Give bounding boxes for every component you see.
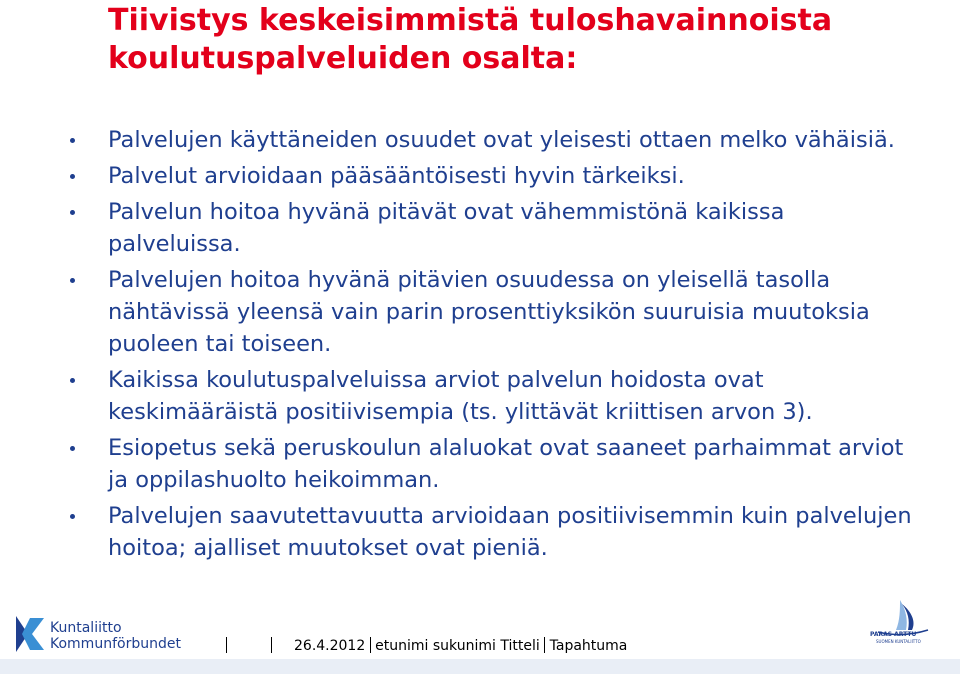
logo-line-2: Kommunförbundet [50, 636, 181, 652]
footer-author: etunimi sukunimi Titteli [375, 638, 540, 654]
bullet-text: Palvelut arvioidaan pääsääntöisesti hyvin tärkeiksi. [108, 163, 685, 189]
bullet-item [70, 124, 920, 156]
bullet-text: Palvelujen hoitoa hyvänä pitävien osuudessa on yleisellä tasolla nähtävissä yleensä vain parin prosenttiyksikön suuruisia muutoksia puoleen tai toiseen. [108, 267, 870, 357]
bullet-text: Palvelujen saavutettavuutta arvioidaan positiivisemmin kuin palvelujen hoitoa; ajalliset muutokset ovat pieniä. [108, 503, 912, 561]
bullet-item [70, 196, 920, 260]
footer [226, 637, 627, 654]
bullet-dot-icon [70, 514, 75, 519]
footer-date: 26.4.2012 [294, 638, 366, 654]
slide-title: Tiivistys keskeisimmistä tuloshavainnoista koulutuspalveluiden osalta: [108, 3, 833, 76]
bullet-text: Kaikissa koulutuspalveluissa arviot palvelun hoidosta ovat keskimääräistä positiivisempia (ts. ylittävät kriittisen arvon 3). [108, 367, 813, 425]
footer-separator [226, 637, 227, 653]
kuntaliitto-logo-icon [14, 614, 48, 654]
bullet-dot-icon [70, 278, 75, 283]
bullet-dot-icon [70, 210, 75, 215]
bullet-dot-icon [70, 138, 75, 143]
bullet-text: Palvelun hoitoa hyvänä pitävät ovat vähemmistönä kaikissa palveluissa. [108, 199, 785, 257]
footer-event: Tapahtuma [549, 638, 628, 654]
bullet-dot-icon [70, 174, 75, 179]
bullet-list [70, 124, 920, 568]
footer-band [0, 659, 960, 674]
bullet-item [70, 432, 920, 496]
bullet-item [70, 364, 920, 428]
logo-line-1: Kuntaliitto [50, 620, 122, 636]
bullet-dot-icon [70, 446, 75, 451]
paras-arttu-logo-icon [866, 598, 936, 646]
footer-separator [370, 637, 371, 653]
logo-right-name: PARAS ARTTU [870, 631, 917, 638]
bullet-text: Esiopetus sekä peruskoulun alaluokat ovat saaneet parhaimmat arviot ja oppilashuolto heikoimman. [108, 435, 904, 493]
bullet-item [70, 264, 920, 360]
bullet-item [70, 500, 920, 564]
footer-separator [271, 637, 272, 653]
logo-right-sub: SUOMEN KUNTALIITTO [876, 639, 921, 644]
bullet-item [70, 160, 920, 192]
kuntaliitto-logo-text [50, 620, 181, 652]
bullet-dot-icon [70, 378, 75, 383]
footer-separator [544, 637, 545, 653]
bullet-text: Palvelujen käyttäneiden osuudet ovat yleisesti ottaen melko vähäisiä. [108, 127, 895, 153]
